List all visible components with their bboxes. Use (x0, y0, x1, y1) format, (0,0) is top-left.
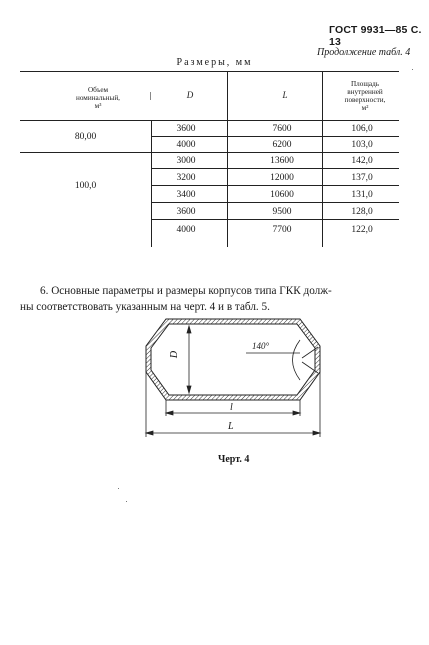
table-cell-d: 4000 (176, 225, 196, 235)
angle-label: 140° (252, 341, 270, 351)
table-cell-l: 7600 (272, 124, 292, 134)
volume-cell: 100,0 (74, 181, 97, 191)
table-cell-l: 6200 (272, 140, 292, 150)
header-d: D (186, 90, 194, 100)
table-cell-l: 10600 (270, 190, 294, 200)
dimensions-label: Размеры, мм (176, 57, 253, 68)
table-cell-area: 128,0 (351, 207, 373, 217)
hull-wall-hatch (146, 319, 320, 400)
table-cell-l: 9500 (272, 207, 292, 217)
table-continuation-label: Продолжение табл. 4 (317, 47, 411, 58)
hull-inner-outline (151, 324, 315, 395)
table-cell-l: 7700 (272, 225, 292, 235)
dim-d-arrow (187, 386, 191, 393)
header-volume: Объем номинальный, м³ (76, 86, 120, 110)
page-header: ГОСТ 9931—85 С. 13 (329, 24, 422, 48)
table-cell-area: 103,0 (351, 140, 373, 150)
header-l: L (282, 90, 288, 100)
dim-big-l-arrow (146, 431, 153, 435)
table-cell-l: 13600 (270, 156, 294, 166)
table-cell-area: 137,0 (351, 173, 373, 183)
volume-cell: 80,00 (74, 132, 97, 142)
dim-l-label: l (230, 402, 233, 413)
table-cell-d: 3400 (176, 190, 196, 200)
angle-arc (293, 340, 301, 380)
table-cell-area: 131,0 (351, 190, 373, 200)
dim-d-arrow (187, 326, 191, 333)
table-cell-area: 142,0 (351, 156, 373, 166)
table-cell-l: 12000 (270, 173, 294, 183)
dim-big-l-arrow (313, 431, 320, 435)
table-cell-d: 3000 (176, 156, 196, 166)
dim-l-arrow (293, 411, 300, 415)
dim-d-label: D (169, 350, 181, 359)
hull-outline (146, 319, 320, 400)
paragraph-line: ны соответствовать указанным на черт. 4 и в табл. 5. (20, 301, 270, 313)
table-cell-area: 122,0 (351, 225, 373, 235)
header-area: Площадь внутренней поверхности, м² (344, 80, 386, 112)
table-cell-area: 106,0 (351, 124, 373, 134)
scan-speck (118, 488, 119, 489)
paragraph-line: 6. Основные параметры и размеры корпусов типа ГКК долж- (40, 285, 332, 297)
figure-caption: Черт. 4 (218, 454, 250, 465)
table-cell-d: 3200 (176, 173, 196, 183)
scan-speck (412, 69, 413, 70)
table-cell-d: 4000 (176, 140, 196, 150)
dim-big-l-label: L (228, 421, 234, 432)
scan-speck (126, 501, 127, 502)
table-cell-d: 3600 (176, 124, 196, 134)
table-cell-d: 3600 (176, 207, 196, 217)
dim-l-arrow (166, 411, 173, 415)
